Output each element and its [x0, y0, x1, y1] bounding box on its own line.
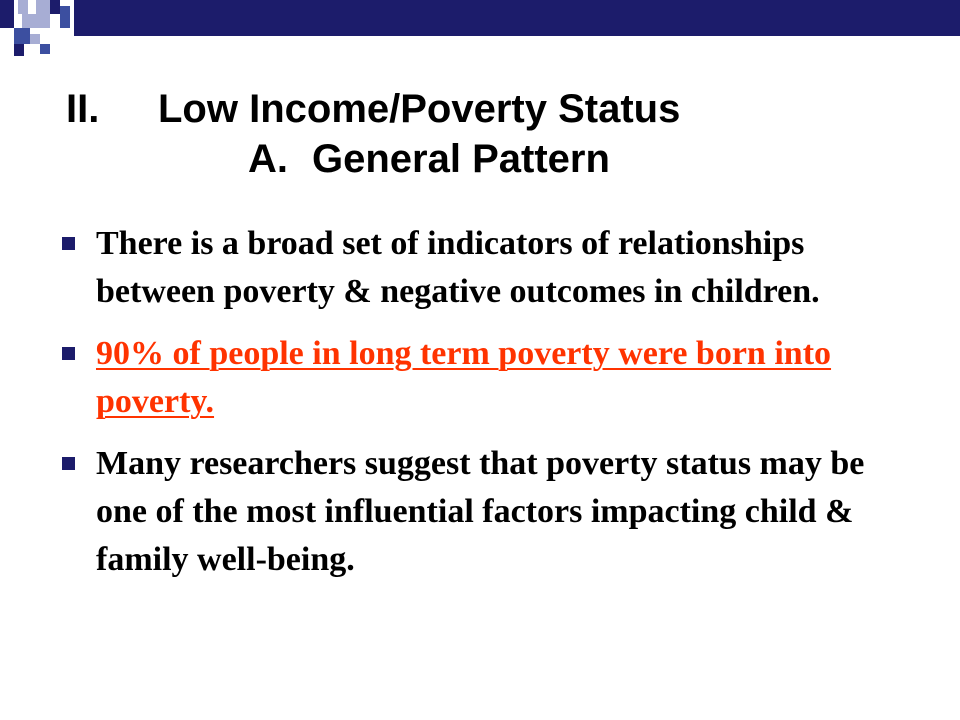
bullet-text: 90% of people in long term poverty were born into poverty. — [96, 335, 832, 420]
slide-title — [66, 84, 926, 184]
title-text: Low Income/Poverty Status — [158, 87, 681, 131]
bullet-item-highlighted — [60, 330, 900, 426]
square-bullet-icon — [62, 237, 75, 250]
bullet-text: Many researchers suggest that poverty status may be one of the most influential factors impacting child & family well-being. — [96, 445, 865, 578]
square-bullet-icon — [62, 347, 75, 360]
bullet-text: There is a broad set of indicators of relationships between poverty & negative outcomes in children. — [96, 225, 820, 310]
corner-decoration — [0, 0, 960, 60]
bullet-item — [60, 440, 900, 584]
title-numeral: II. — [66, 87, 100, 131]
subtitle-letter: A. — [248, 137, 288, 181]
bullet-item — [60, 220, 900, 316]
square-bullet-icon — [62, 457, 75, 470]
subtitle-text: General Pattern — [312, 137, 610, 181]
bullet-list — [60, 220, 900, 598]
